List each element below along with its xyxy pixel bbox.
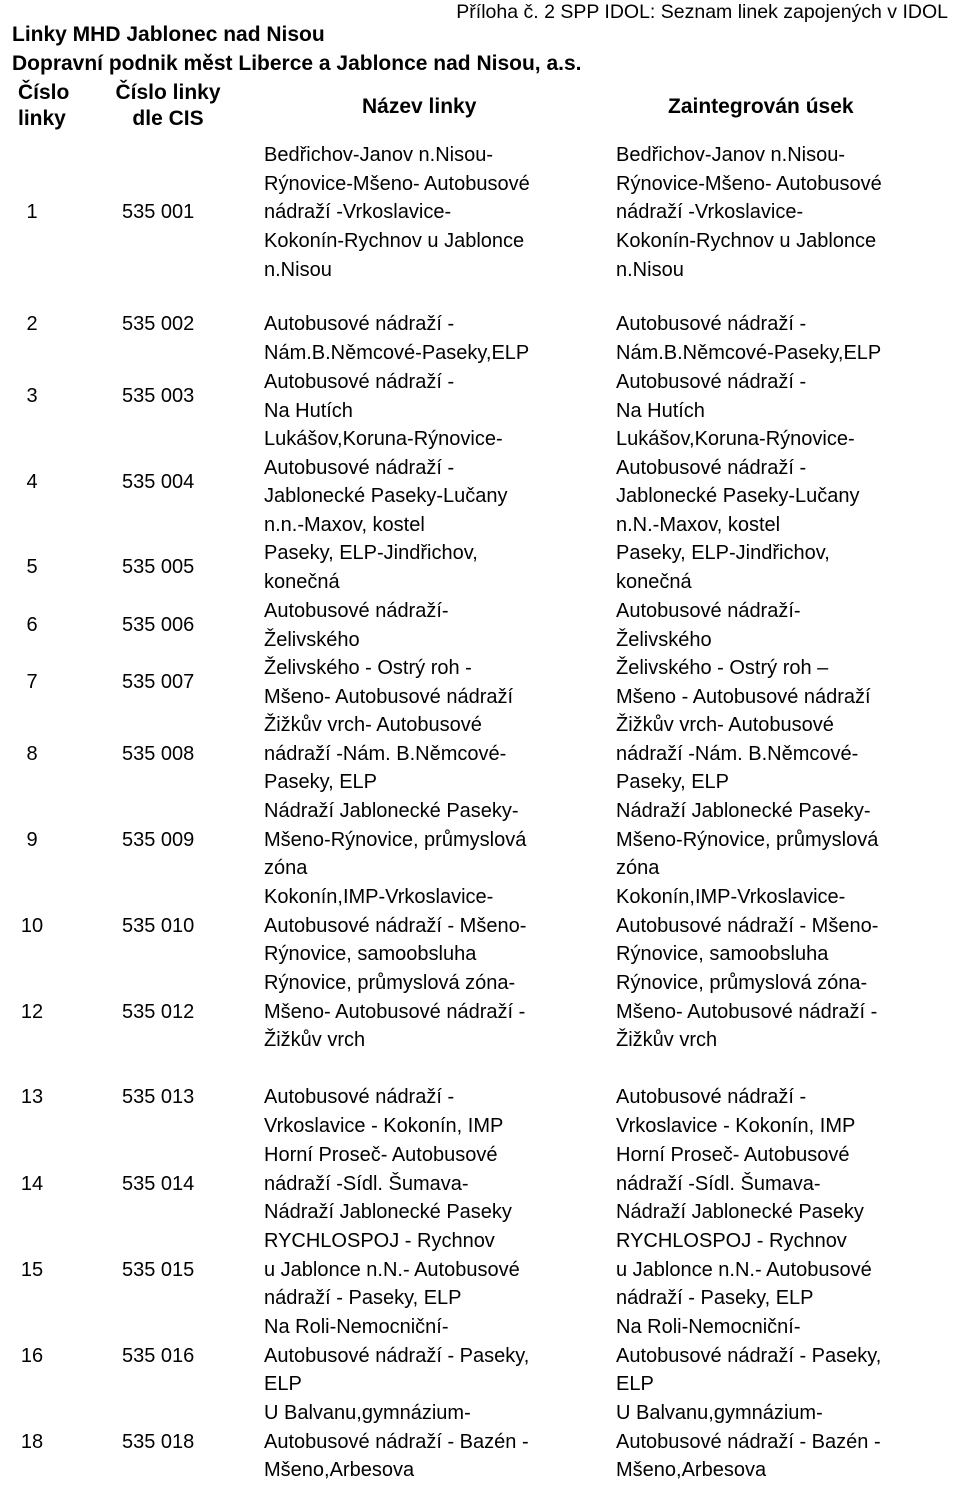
line-number: 14 [20,1173,44,1195]
line-number: 9 [26,829,38,851]
line-name: Želivského - Ostrý roh - Mšeno- Autobusové nádraží [264,657,514,708]
header-line-number: Číslo linky [18,81,70,130]
integrated-section: Nádraží Jablonecké Paseky- Mšeno-Rýnovice, průmyslová zóna [616,800,879,880]
cis-number: 535 010 [122,915,195,937]
integrated-section: Autobusové nádraží - Na Hutích [616,371,807,422]
line-number: 13 [20,1086,44,1108]
cis-number: 535 007 [122,671,195,693]
line-name: Bedřichov-Janov n.Nisou- Rýnovice-Mšeno- Autobusové nádraží -Vrkoslavice- Kokonín-Rychnov u Jablonce n.Nisou [264,144,530,281]
cis-number: 535 008 [122,743,195,765]
line-name: Nádraží Jablonecké Paseky- Mšeno-Rýnovice, průmyslová zóna [264,800,527,880]
line-number: 10 [20,915,44,937]
integrated-section: Rýnovice, průmyslová zóna- Mšeno- Autobusové nádraží - Žižkův vrch [616,972,878,1052]
cis-number: 535 006 [122,614,195,636]
line-name: Autobusové nádraží - Vrkoslavice - Kokonín, IMP [264,1086,504,1137]
line-name: Autobusové nádraží - Nám.B.Němcové-Paseky,ELP [264,313,530,364]
line-name: Paseky, ELP-Jindřichov, konečná [264,542,478,593]
line-number: 1 [26,201,38,223]
integrated-section: Paseky, ELP-Jindřichov, konečná [616,542,830,593]
header-cis-number: Číslo linky dle CIS [115,81,221,130]
integrated-section: Bedřichov-Janov n.Nisou- Rýnovice-Mšeno- Autobusové nádraží -Vrkoslavice- Kokonín-Rychnov u Jablonce n.Nisou [616,144,882,281]
document-title: Linky MHD Jablonec nad Nisou [12,23,325,46]
line-name: Rýnovice, průmyslová zóna- Mšeno- Autobusové nádraží - Žižkův vrch [264,972,526,1052]
line-number: 5 [26,556,38,578]
integrated-section: RYCHLOSPOJ - Rychnov u Jablonce n.N.- Autobusové nádraží - Paseky, ELP [616,1230,872,1310]
line-number: 4 [26,471,38,493]
integrated-section: Na Roli-Nemocniční- Autobusové nádraží - Paseky, ELP [616,1316,882,1396]
cis-number: 535 013 [122,1086,195,1108]
line-name: Lukášov,Koruna-Rýnovice- Autobusové nádraží - Jablonecké Paseky-Lučany n.n.-Maxov, kostel [264,428,508,537]
header-line-name: Název linky [362,95,477,118]
integrated-section: Autobusové nádraží - Nám.B.Němcové-Paseky,ELP [616,313,882,364]
integrated-section: U Balvanu,gymnázium- Autobusové nádraží - Bazén - Mšeno,Arbesova [616,1402,881,1482]
line-name: Horní Proseč- Autobusové nádraží -Sídl. Šumava- Nádraží Jablonecké Paseky [264,1144,512,1224]
line-number: 3 [26,385,38,407]
line-number: 6 [26,614,38,636]
cis-number: 535 016 [122,1345,195,1367]
integrated-section: Autobusové nádraží - Vrkoslavice - Kokonín, IMP [616,1086,856,1137]
cis-number: 535 005 [122,556,195,578]
line-name: RYCHLOSPOJ - Rychnov u Jablonce n.N.- Autobusové nádraží - Paseky, ELP [264,1230,520,1310]
cis-number: 535 012 [122,1001,195,1023]
annex-label: Příloha č. 2 SPP IDOL: Seznam linek zapojených v IDOL [456,1,948,23]
line-name: Autobusové nádraží- Želivského [264,600,449,651]
line-number: 12 [20,1001,44,1023]
integrated-section: Horní Proseč- Autobusové nádraží -Sídl. Šumava- Nádraží Jablonecké Paseky [616,1144,864,1224]
line-name: Žižkův vrch- Autobusové nádraží -Nám. B.Němcové- Paseky, ELP [264,714,507,794]
cis-number: 535 014 [122,1173,195,1195]
line-number: 8 [26,743,38,765]
header-integrated-section: Zaintegrován úsek [668,95,854,118]
cis-number: 535 004 [122,471,195,493]
integrated-section: Žižkův vrch- Autobusové nádraží -Nám. B.Němcové- Paseky, ELP [616,714,859,794]
cis-number: 535 001 [122,201,195,223]
line-name: Kokonín,IMP-Vrkoslavice- Autobusové nádraží - Mšeno- Rýnovice, samoobsluha [264,886,527,966]
integrated-section: Lukášov,Koruna-Rýnovice- Autobusové nádraží - Jablonecké Paseky-Lučany n.N.-Maxov, kostel [616,428,860,537]
line-number: 7 [26,671,38,693]
cis-number: 535 002 [122,313,195,335]
operator-name: Dopravní podnik měst Liberce a Jablonce nad Nisou, a.s. [12,52,582,75]
line-number: 16 [20,1345,44,1367]
line-number: 18 [20,1431,44,1453]
line-name: Na Roli-Nemocniční- Autobusové nádraží - Paseky, ELP [264,1316,530,1396]
cis-number: 535 003 [122,385,195,407]
cis-number: 535 018 [122,1431,195,1453]
line-number: 15 [20,1259,44,1281]
cis-number: 535 015 [122,1259,195,1281]
cis-number: 535 009 [122,829,195,851]
line-number: 2 [26,313,38,335]
integrated-section: Želivského - Ostrý roh – Mšeno - Autobusové nádraží [616,657,871,708]
integrated-section: Kokonín,IMP-Vrkoslavice- Autobusové nádraží - Mšeno- Rýnovice, samoobsluha [616,886,879,966]
integrated-section: Autobusové nádraží- Želivského [616,600,801,651]
line-name: Autobusové nádraží - Na Hutích [264,371,455,422]
line-name: U Balvanu,gymnázium- Autobusové nádraží - Bazén - Mšeno,Arbesova [264,1402,529,1482]
